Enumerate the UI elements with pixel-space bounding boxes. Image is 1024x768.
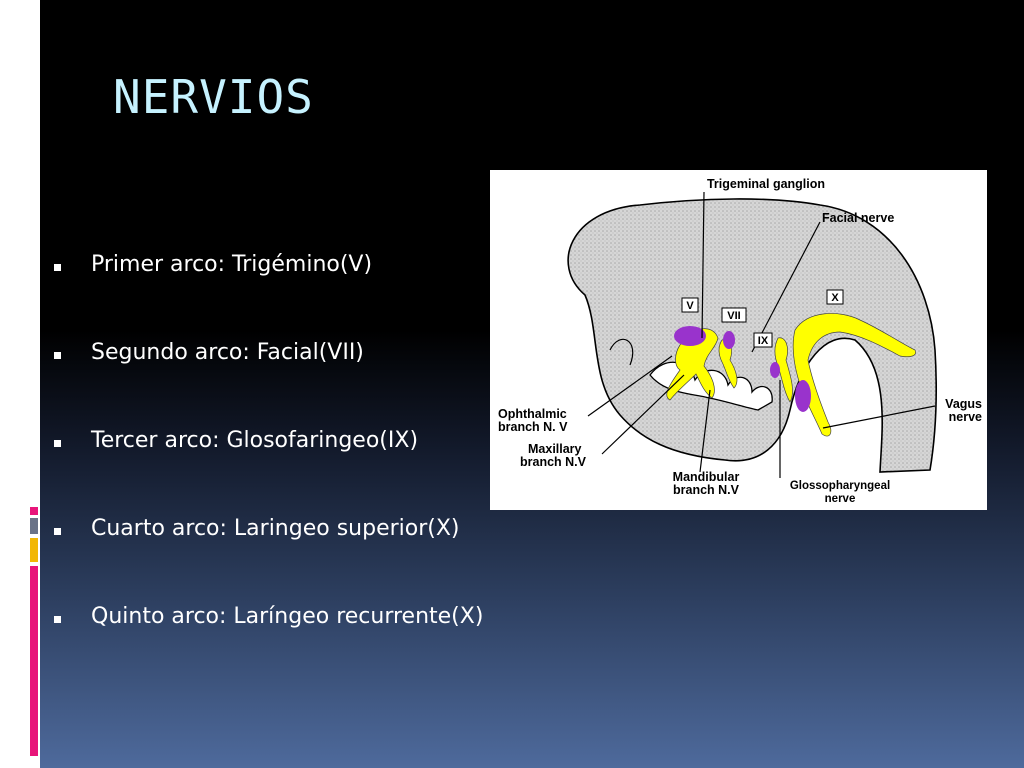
bullet-text: Cuarto arco: Laringeo superior(X) (91, 516, 460, 541)
bullet-marker-icon (54, 264, 61, 271)
vagus-label-line1: Vagus (945, 397, 982, 411)
accent-bar-pink (30, 507, 38, 515)
bullet-item (52, 604, 483, 692)
accent-bar-pink-long (30, 566, 38, 756)
maxillary-label-line1: Maxillary (528, 442, 582, 456)
slide-title: NERVIOS (113, 70, 314, 124)
roman-ix-label (754, 333, 772, 347)
bullet-item (52, 252, 483, 340)
glossopharyngeal-label-line2: nerve (824, 493, 856, 505)
mandibular-label-line1: Mandibular (672, 470, 740, 484)
bullet-text: Primer arco: Trigémino(V) (91, 252, 373, 277)
svg-text:IX: IX (757, 335, 769, 347)
roman-x-label (827, 290, 843, 304)
accent-bar-gold (30, 538, 38, 562)
maxillary-label-line2: branch N.V (520, 455, 586, 469)
bullet-list (52, 252, 483, 692)
glossopharyngeal-label-line1: Glossopharyngeal (789, 480, 891, 492)
roman-v-label (682, 298, 698, 312)
facial-nerve-label: Facial nerve (822, 211, 895, 225)
svg-text:V: V (686, 300, 694, 312)
ophthalmic-label-line1: Ophthalmic (498, 407, 567, 421)
bullet-text: Tercer arco: Glosofaringeo(IX) (91, 428, 419, 453)
facial-ganglion (723, 331, 735, 349)
bullet-item (52, 516, 483, 604)
nerve-diagram-figure (490, 170, 987, 510)
bullet-marker-icon (54, 440, 61, 447)
mandibular-label-line2: branch N.V (673, 483, 739, 497)
bullet-marker-icon (54, 528, 61, 535)
bullet-marker-icon (54, 616, 61, 623)
accent-bar-gray (30, 518, 38, 534)
ophthalmic-label-line2: branch N. V (498, 420, 568, 434)
vagus-label-line2: nerve (948, 410, 982, 424)
svg-text:VII: VII (727, 310, 741, 322)
bullet-item (52, 428, 483, 516)
glossopharyngeal-ganglion (770, 362, 780, 378)
roman-vii-label (722, 308, 746, 322)
svg-text:X: X (831, 292, 839, 304)
trigeminal-ganglion (674, 326, 706, 346)
bullet-item (52, 340, 483, 428)
bullet-text: Quinto arco: Laríngeo recurrente(X) (91, 604, 484, 629)
vagus-ganglion (795, 380, 811, 412)
bullet-marker-icon (54, 352, 61, 359)
bullet-text: Segundo arco: Facial(VII) (91, 340, 364, 365)
trigeminal-ganglion-label: Trigeminal ganglion (706, 177, 826, 191)
nerve-diagram (490, 170, 987, 510)
